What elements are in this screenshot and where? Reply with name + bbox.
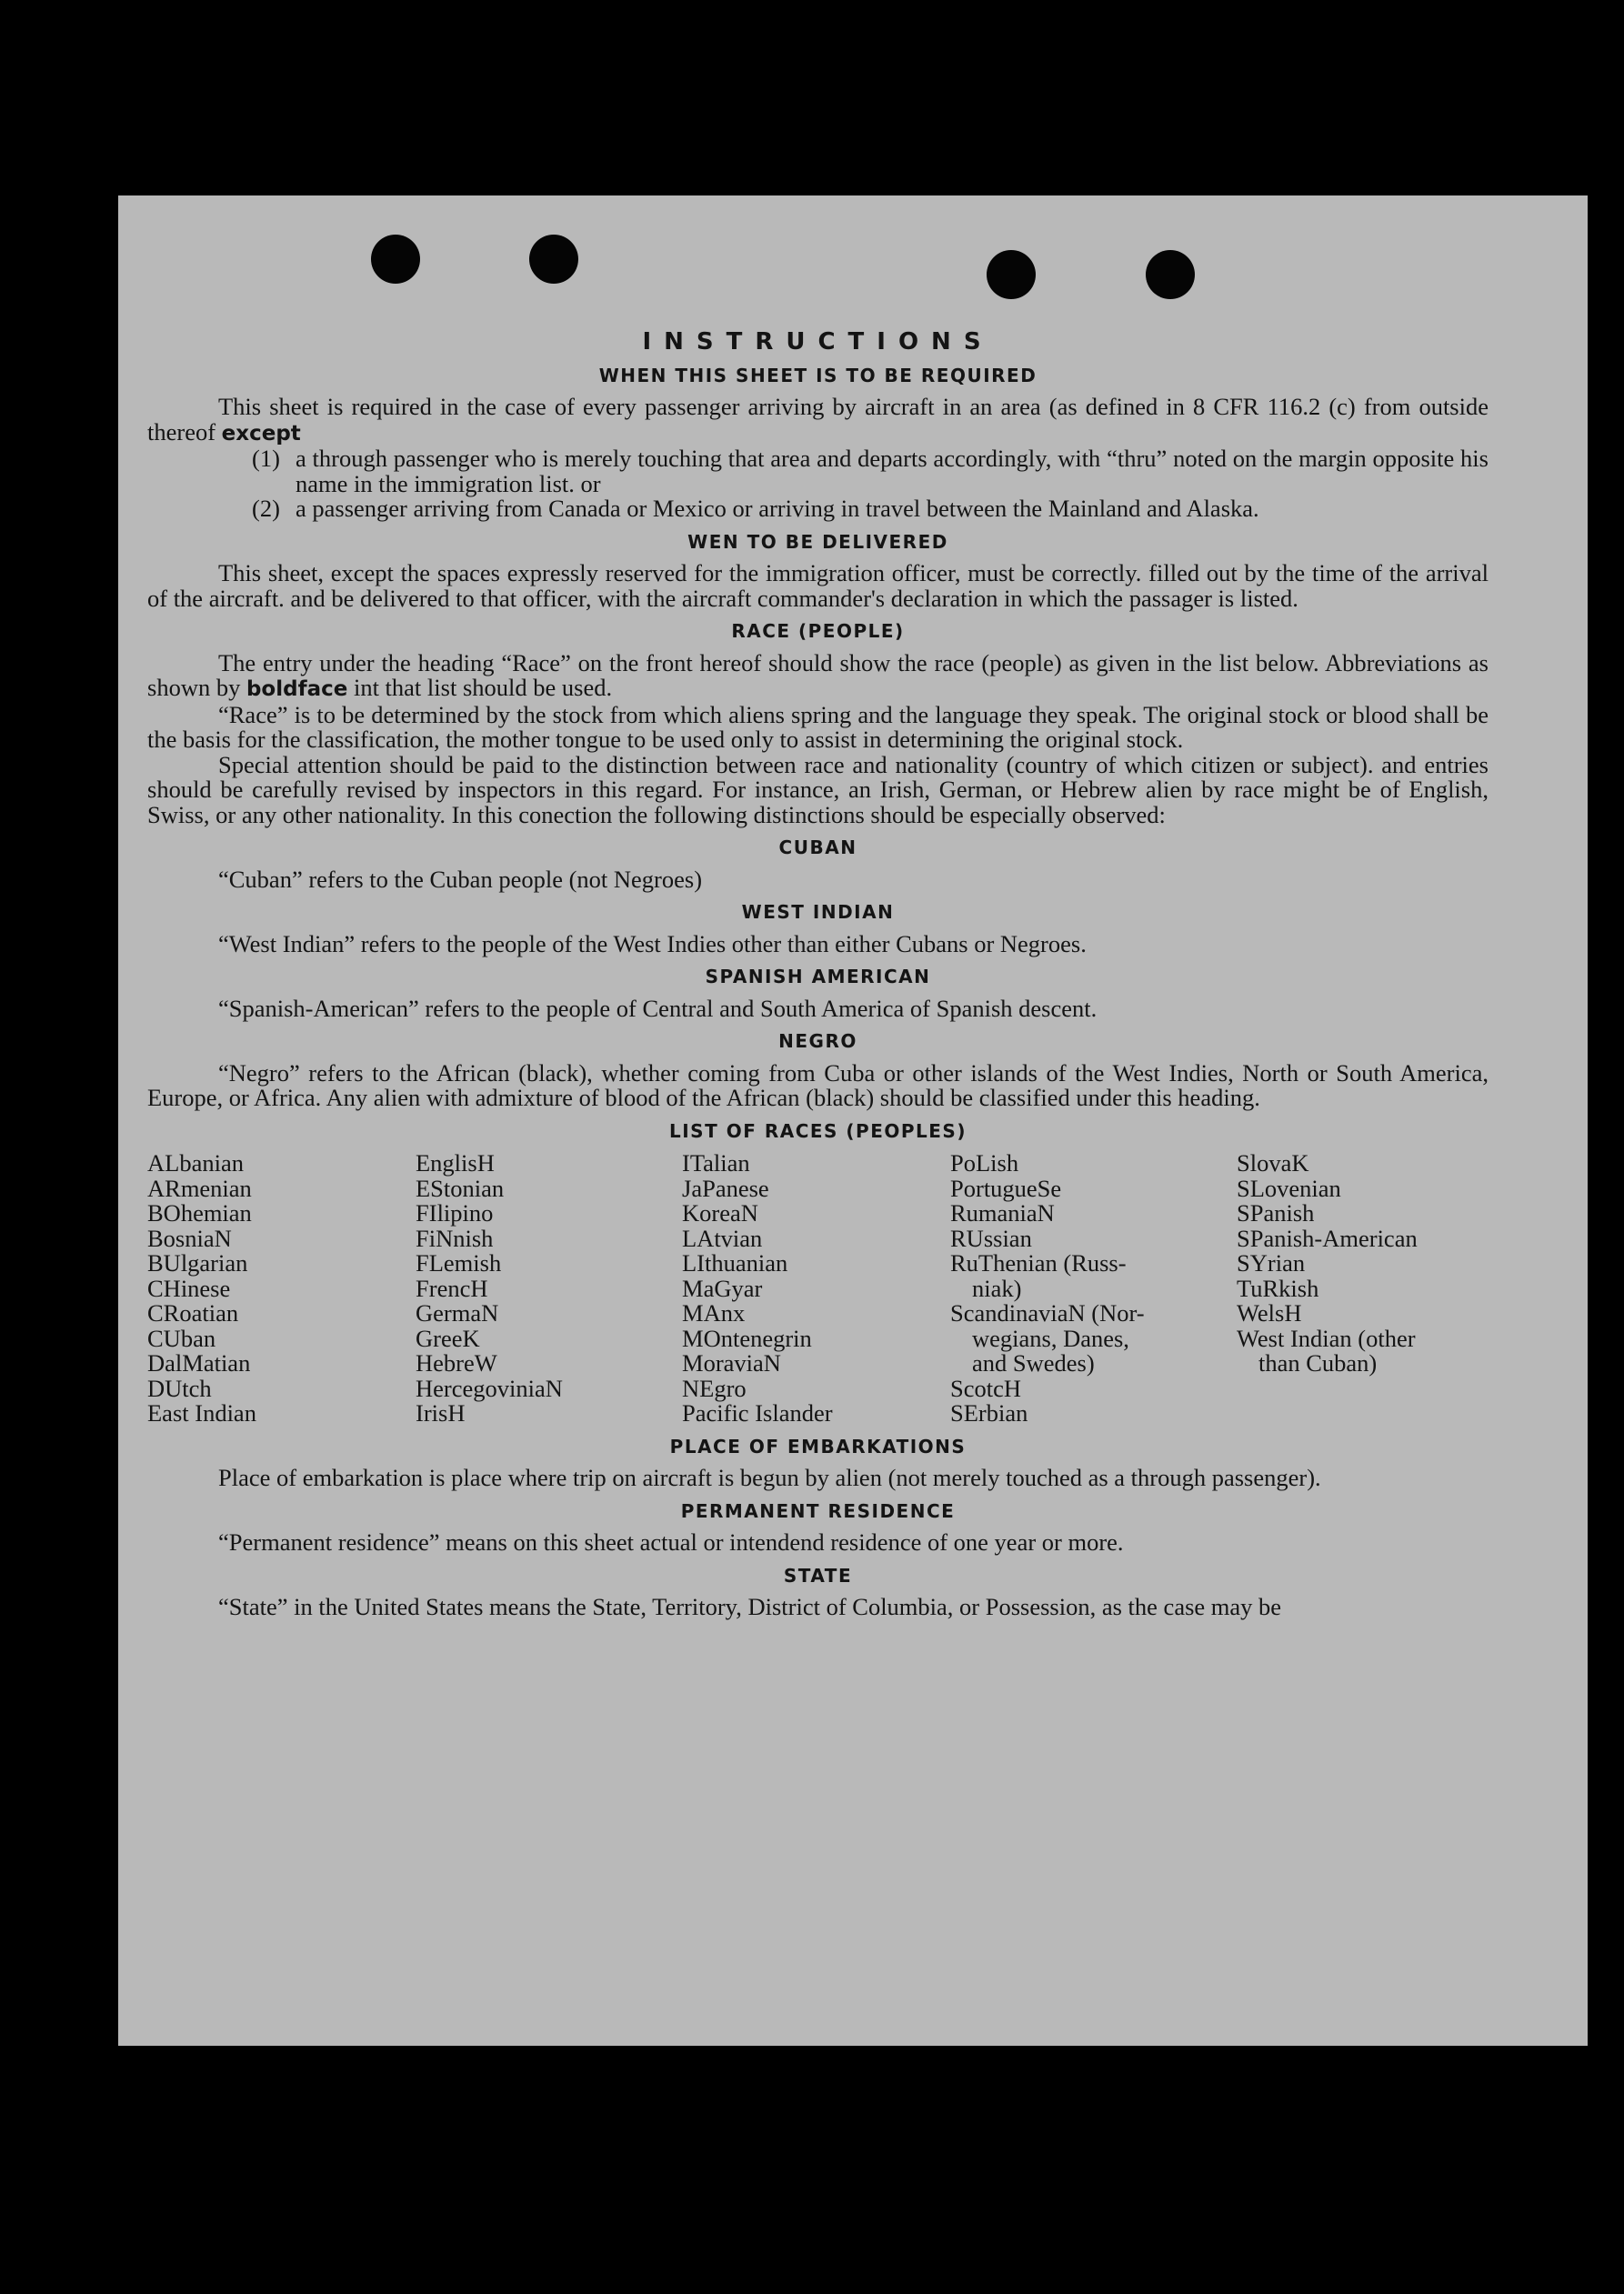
race-item-continued: niak)	[972, 1274, 1022, 1302]
section-paragraph: “Spanish-American” refers to the people of Central and South America of Spanish descent.	[218, 994, 1098, 1022]
punch-hole	[371, 235, 420, 284]
race-item: FiNnish	[416, 1224, 494, 1252]
paragraph-text: The entry under the heading “Race” on the front hereof should show the race (people) as given in the list below. Abbreviations as shown by	[147, 648, 1489, 701]
section-paragraph: “State” in the United States means the State, Territory, District of Columbia, or Possession, as the case may be	[218, 1593, 1282, 1620]
race-item-continued: and Swedes)	[972, 1349, 1095, 1377]
race-item: ITalian	[682, 1149, 750, 1177]
race-list	[147, 1151, 1489, 1427]
race-item: DalMatian	[147, 1349, 251, 1377]
race-item: GreeK	[416, 1324, 480, 1352]
section-heading: RACE (PEOPLE)	[731, 620, 905, 642]
section-heading: PLACE OF EMBARKATIONS	[669, 1435, 967, 1458]
instructions-content	[147, 330, 1489, 1620]
section-paragraph: Special attention should be paid to the distinction between race and nationality (country of which citizen or subject). and entries should be carefully revised by inspectors in this regard. For instance, an Irish, German, or Hebrew alien by race might be of English, Swiss, or any other nationality. In this conection the following distinctions should be especially observed:	[147, 750, 1489, 828]
paragraph-text: This sheet is required in the case of every passenger arriving by aircraft in an area (as defined in 8 CFR 116.2 (c) from outside thereof	[147, 393, 1489, 446]
instruction-sheet	[118, 195, 1588, 2046]
race-item: TuRkish	[1237, 1274, 1319, 1302]
section-paragraph: This sheet, except the spaces expressly reserved for the immigration officer, must be correctly. filled out by the time of the arrival of the aircraft. and be delivered to that officer, with the aircraft commander's declaration in which the passager is listed.	[147, 559, 1489, 612]
race-item: LAtvian	[682, 1224, 763, 1252]
race-item: PoLish	[950, 1149, 1019, 1177]
section-heading: PERMANENT RESIDENCE	[680, 1499, 956, 1522]
keyword-except: except	[221, 421, 301, 446]
punch-hole	[1146, 250, 1195, 299]
race-item: GermaN	[416, 1299, 499, 1327]
race-item: SLovenian	[1237, 1174, 1341, 1202]
race-item: DUtch	[147, 1374, 212, 1402]
race-item: CRoatian	[147, 1299, 239, 1327]
section-heading: CUBAN	[778, 836, 857, 858]
race-item: LIthuanian	[682, 1249, 788, 1277]
race-item: JaPanese	[682, 1174, 769, 1202]
section-paragraph: Place of embarkation is place where trip on aircraft is begun by alien (not merely touched as a through passenger).	[218, 1464, 1321, 1491]
race-item: MoraviaN	[682, 1349, 781, 1377]
section-paragraph	[147, 648, 1489, 703]
punch-hole	[987, 250, 1036, 299]
keyword-boldface: boldface	[246, 677, 348, 701]
list-number: (1)	[252, 445, 280, 472]
paragraph-text: int that list should be used.	[353, 674, 613, 701]
race-item: PortugueSe	[950, 1174, 1062, 1202]
race-column	[682, 1151, 950, 1427]
race-item: KoreaN	[682, 1199, 758, 1227]
list-item	[252, 496, 1489, 522]
race-item: CUban	[147, 1324, 216, 1352]
list-text: a through passenger who is merely touching that area and departs accordingly, with “thru” noted on the margin opposite his name in the immigration list. or	[296, 445, 1489, 497]
race-item: East Indian	[147, 1399, 256, 1427]
race-item: BOhemian	[147, 1199, 252, 1227]
race-item: SErbian	[950, 1399, 1028, 1427]
race-item: SlovaK	[1237, 1149, 1309, 1177]
section-paragraph: “Negro” refers to the African (black), whether coming from Cuba or other islands of the West Indies, North or South America, Europe, or Africa. Any alien with admixture of blood of the African (black) should be classified under this heading.	[147, 1058, 1489, 1111]
race-item: CHinese	[147, 1274, 231, 1302]
section-paragraph: “Cuban” refers to the Cuban people (not Negroes)	[218, 865, 703, 893]
race-column	[950, 1151, 1237, 1427]
section-heading: LIST OF RACES (PEOPLES)	[669, 1119, 967, 1142]
section-paragraph: “West Indian” refers to the people of the West Indies other than either Cubans or Negroes.	[218, 929, 1087, 957]
race-item: EnglisH	[416, 1149, 495, 1177]
race-item: EStonian	[416, 1174, 505, 1202]
race-item: FIlipino	[416, 1199, 494, 1227]
race-item: SYrian	[1237, 1249, 1306, 1277]
race-column	[1237, 1151, 1489, 1427]
list-text: a passenger arriving from Canada or Mexico or arriving in travel between the Mainland and Alaska.	[296, 495, 1259, 522]
section-heading: NEGRO	[778, 1030, 857, 1052]
race-item: HebreW	[416, 1349, 497, 1377]
race-item: FLemish	[416, 1249, 502, 1277]
race-item: BosniaN	[147, 1224, 232, 1252]
race-item: HercegoviniaN	[416, 1374, 563, 1402]
race-item: ScotcH	[950, 1374, 1022, 1402]
race-item: NEgro	[682, 1374, 747, 1402]
race-item: ARmenian	[147, 1174, 252, 1202]
race-item: MaGyar	[682, 1274, 763, 1302]
race-item: FrencH	[416, 1274, 488, 1302]
section-heading: WHEN THIS SHEET IS TO BE REQUIRED	[598, 364, 1038, 386]
race-item: West Indian (other	[1237, 1324, 1416, 1352]
race-column	[147, 1151, 416, 1427]
race-item: RumaniaN	[950, 1199, 1055, 1227]
race-item: MAnx	[682, 1299, 746, 1327]
section-paragraph: “Race” is to be determined by the stock from which aliens spring and the language they speak. The original stock or blood shall be the basis for the classification, the mother tongue to be used only to assist in determining the original stock.	[147, 700, 1489, 753]
race-item: ALbanian	[147, 1149, 244, 1177]
race-item-continued: than Cuban)	[1258, 1349, 1378, 1377]
section-heading: WEN TO BE DELIVERED	[687, 530, 948, 553]
list-number: (2)	[252, 495, 280, 522]
punch-hole	[529, 235, 578, 284]
race-item: RUssian	[950, 1224, 1032, 1252]
race-item: RuThenian (Russ-	[950, 1249, 1127, 1277]
page-title: INSTRUCTIONS	[642, 328, 994, 356]
section-paragraph: “Permanent residence” means on this sheet actual or intendend residence of one year or more.	[218, 1528, 1124, 1556]
race-column	[416, 1151, 682, 1427]
race-item: ScandinaviaN (Nor-	[950, 1299, 1145, 1327]
section-heading: STATE	[783, 1564, 853, 1587]
section-heading: WEST INDIAN	[741, 901, 895, 923]
section-heading: SPANISH AMERICAN	[705, 966, 931, 987]
race-item: SPanish	[1237, 1199, 1315, 1227]
race-item: SPanish-American	[1237, 1224, 1418, 1252]
section-paragraph	[147, 395, 1489, 446]
race-item: BUlgarian	[147, 1249, 248, 1277]
race-item: Pacific Islander	[682, 1399, 833, 1427]
race-item: IrisH	[416, 1399, 466, 1427]
list-item	[252, 446, 1489, 496]
race-item-continued: wegians, Danes,	[972, 1324, 1129, 1352]
race-item: MOntenegrin	[682, 1324, 812, 1352]
race-item: WelsH	[1237, 1299, 1302, 1327]
